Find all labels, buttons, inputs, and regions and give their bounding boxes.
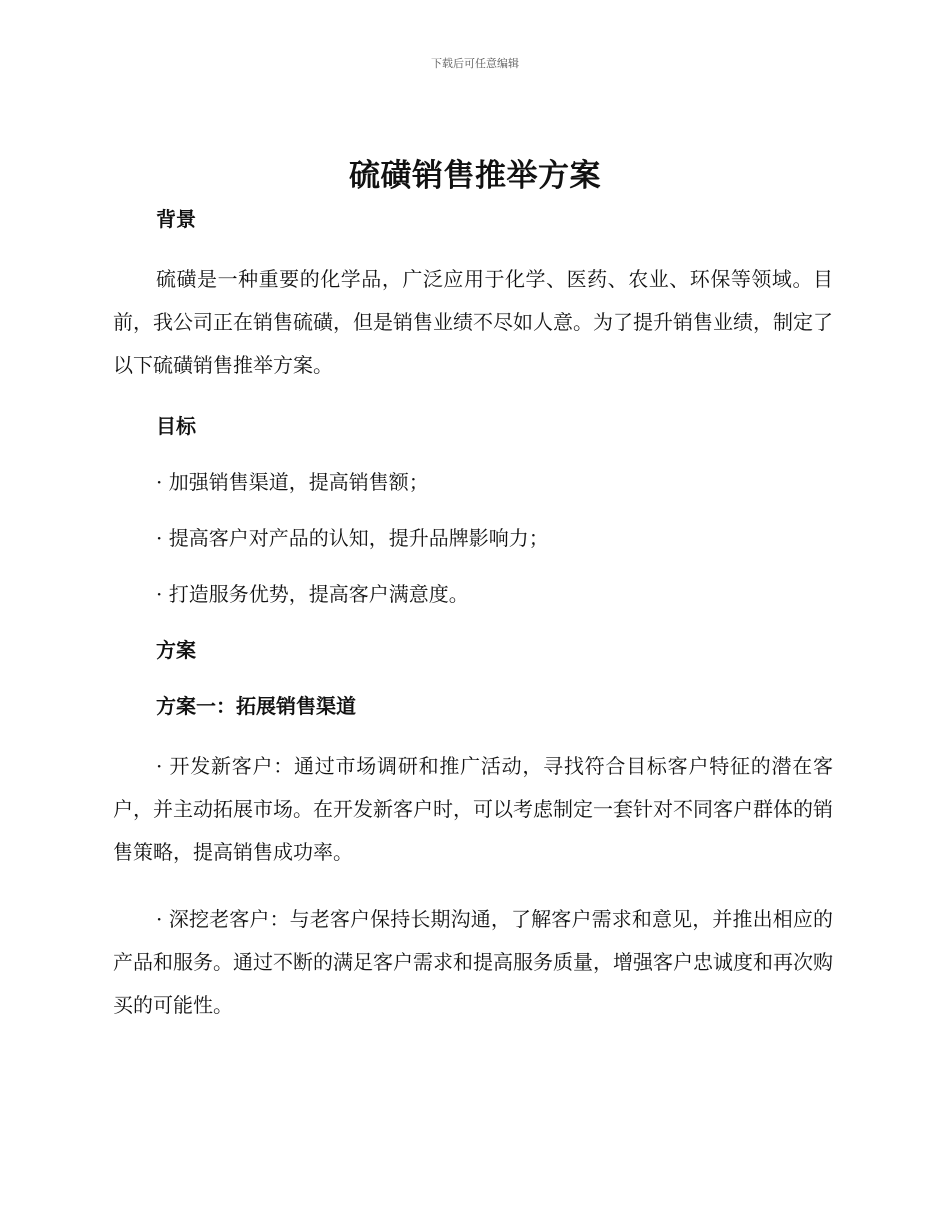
background-paragraph: 硫磺是一种重要的化学品，广泛应用于化学、医药、农业、环保等领域。目前，我公司正在销售硫磺，但是销售业绩不尽如人意。为了提升销售业绩，制定了以下硫磺销售推举方案。 [113, 267, 833, 377]
document-body [113, 204, 833, 1027]
goal-item-2: · 提高客户对产品的认知，提升品牌影响力； [156, 526, 549, 550]
page-header-note: 下载后可任意编辑 [431, 57, 519, 70]
plan-subheading: 方案一：拓展销售渠道 [156, 694, 356, 718]
section-heading-goals: 目标 [156, 414, 196, 438]
goal-item-3: · 打造服务优势，提高客户满意度。 [156, 582, 469, 606]
plan-paragraph-new-clients: · 开发新客户：通过市场调研和推广活动，寻找符合目标客户特征的潜在客户，并主动拓展市场。在开发新客户时，可以考虑制定一套针对不同客户群体的销售策略，提高销售成功率。 [113, 754, 833, 864]
section-heading-background: 背景 [156, 207, 196, 231]
goal-item-1: · 加强销售渠道，提高销售额； [156, 470, 429, 494]
section-heading-plan: 方案 [156, 638, 196, 662]
document-title: 硫磺销售推举方案 [349, 158, 601, 194]
plan-paragraph-existing-clients: · 深挖老客户：与老客户保持长期沟通，了解客户需求和意见，并推出相应的产品和服务。通过不断的满足客户需求和提高服务质量，增强客户忠诚度和再次购买的可能性。 [113, 907, 833, 1017]
